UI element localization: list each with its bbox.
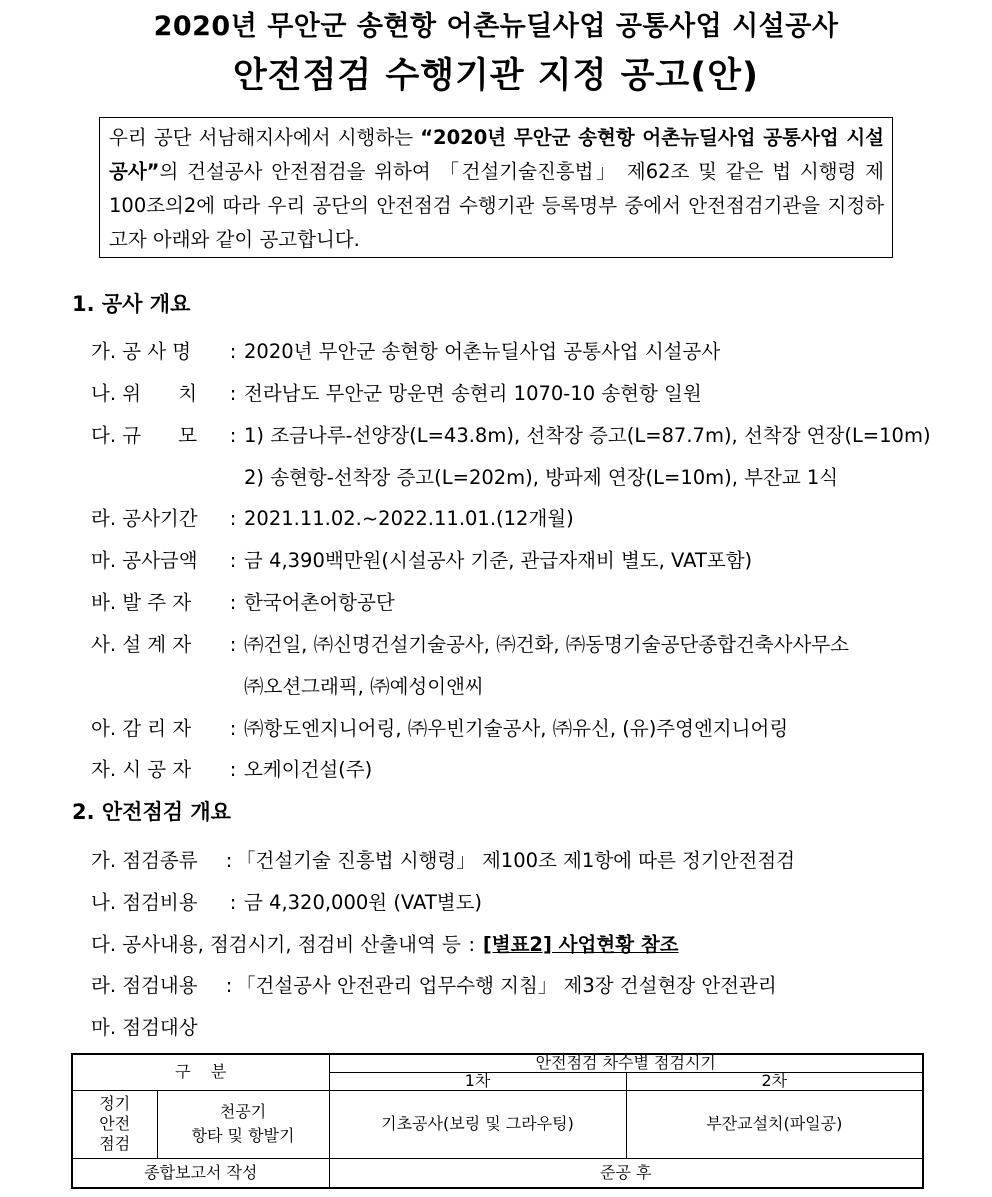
s1-item-period bbox=[91, 503, 574, 531]
table-cell-second: 부잔교설치(파일공) bbox=[626, 1090, 923, 1158]
s1-item-contractor bbox=[91, 754, 372, 782]
s1-item-label: 아. 감 리 자 bbox=[91, 717, 192, 740]
s1-item-sep: : bbox=[229, 549, 237, 572]
s1-item-sep: : bbox=[229, 382, 237, 405]
table-header-first: 1차 bbox=[329, 1072, 626, 1090]
table-row-report: 종합보고서 작성 bbox=[72, 1158, 329, 1188]
s2-item-content bbox=[91, 929, 679, 957]
s2-item-sep: : bbox=[225, 849, 233, 872]
s2-item-type bbox=[91, 845, 795, 873]
s2-item-sep: : bbox=[225, 974, 233, 997]
notice-box bbox=[99, 117, 893, 258]
document-title-line2: 안전점검 수행기관 지정 공고(안) bbox=[232, 56, 760, 96]
section1-heading: 1. 공사 개요 bbox=[72, 292, 191, 316]
s1-item-value: ㈜항도엔지니어링, ㈜우빈기술공사, ㈜유신, (유)주영엔지니어링 bbox=[244, 717, 789, 740]
s1-item-sep: : bbox=[229, 633, 237, 656]
s2-item-sep: : bbox=[468, 933, 476, 956]
s1-item-scale bbox=[91, 420, 931, 448]
s1-item-sep: : bbox=[229, 591, 237, 614]
s2-item-label: 다. 공사내용, 점검시기, 점검비 산출내역 등 bbox=[91, 933, 461, 956]
s1-item-value: 2020년 무안군 송현항 어촌뉴딜사업 공통사업 시설공사 bbox=[244, 340, 721, 363]
s2-item-details bbox=[91, 970, 777, 998]
notice-text-part1: 우리 공단 서남해지사에서 시행하는 bbox=[109, 126, 421, 149]
s2-item-sep: : bbox=[229, 891, 237, 914]
s2-item-cost bbox=[91, 887, 482, 915]
s2-item-value: 「건설기술 진흥법 시행령」 제100조 제1항에 따른 정기안전점검 bbox=[236, 849, 796, 872]
s1-item-label: 다. 규 모 bbox=[91, 424, 198, 447]
inspection-schedule-table bbox=[71, 1053, 924, 1189]
s1-item-designer-cont: ㈜오션그래픽, ㈜예성이앤씨 bbox=[244, 675, 484, 698]
s1-item-sep: : bbox=[229, 758, 237, 781]
s1-item-value: 1) 조금나루-선양장(L=43.8m), 선착장 증고(L=87.7m), 선착장 연장(L=10m) bbox=[244, 424, 931, 447]
s1-item-value: 한국어촌어항공단 bbox=[244, 591, 395, 614]
s1-item-label: 자. 시 공 자 bbox=[91, 758, 192, 781]
s1-item-client bbox=[91, 587, 395, 615]
s1-item-scale-cont: 2) 송현항-선착장 증고(L=202m), 방파제 연장(L=10m), 부잔교 1식 bbox=[244, 466, 839, 489]
s1-item-value: 전라남도 무안군 망운면 송현리 1070-10 송현항 일원 bbox=[244, 382, 702, 405]
s1-item-label: 나. 위 치 bbox=[91, 382, 198, 405]
notice-project-name: “2020년 무안군 송현항 어촌뉴딜사업 공통사업 시설공사” bbox=[109, 126, 884, 183]
s1-item-name bbox=[91, 336, 720, 364]
s2-item-label: 라. 점검내용 bbox=[91, 974, 198, 997]
s1-item-sep: : bbox=[229, 717, 237, 740]
s2-item-value: 「건설공사 안전관리 업무수행 지침」 제3장 건설현장 안전관리 bbox=[236, 974, 777, 997]
s1-item-value: 오케이건설(주) bbox=[244, 758, 373, 781]
table-cell-first: 기초공사(보링 및 그라우팅) bbox=[329, 1090, 626, 1158]
s1-item-location bbox=[91, 378, 702, 406]
section2-heading: 2. 안전점검 개요 bbox=[72, 800, 231, 824]
s1-item-value: 2021.11.02.~2022.11.01.(12개월) bbox=[244, 507, 574, 530]
s1-item-label: 라. 공사기간 bbox=[91, 507, 198, 530]
s2-item-label: 나. 점검비용 bbox=[91, 891, 198, 914]
s1-item-amount bbox=[91, 545, 752, 573]
s1-item-label: 마. 공사금액 bbox=[91, 549, 198, 572]
table-header-schedule: 안전점검 차수별 점검시기 bbox=[329, 1054, 923, 1072]
table-header-gubun: 구 분 bbox=[72, 1054, 329, 1090]
table-row-type: 정기 안전 점검 bbox=[72, 1090, 157, 1158]
table-row-equipment: 천공기 항타 및 항발기 bbox=[157, 1090, 329, 1158]
s1-item-label: 바. 발 주 자 bbox=[91, 591, 192, 614]
s1-item-value: ㈜건일, ㈜신명건설기술공사, ㈜건화, ㈜동명기술공단종합건축사사무소 bbox=[244, 633, 849, 656]
s2-item-value-link: [별표2] 사업현황 참조 bbox=[482, 933, 679, 956]
s1-item-label: 가. 공 사 명 bbox=[91, 340, 192, 363]
document-title-line1: 2020년 무안군 송현항 어촌뉴딜사업 공통사업 시설공사 bbox=[153, 11, 839, 42]
table-cell-report-time: 준공 후 bbox=[329, 1158, 923, 1188]
s2-item-label: 가. 점검종류 bbox=[91, 849, 198, 872]
notice-text-part2: 의 건설공사 안전점검을 위하여 「건설기술진흥법」 제62조 및 같은 법 시행령 제100조의2에 따라 우리 공단의 안전점검 수행기관 등록명부 중에서 안전점검기관을 지정하고자 아래와 같이 공고합니다. bbox=[109, 160, 884, 251]
s1-item-designer bbox=[91, 629, 849, 657]
s1-item-sep: : bbox=[229, 424, 237, 447]
s2-item-value: 금 4,320,000원 (VAT별도) bbox=[244, 891, 483, 914]
s1-item-value: 금 4,390백만원(시설공사 기준, 관급자재비 별도, VAT포함) bbox=[244, 549, 753, 572]
s2-item-label: 마. 점검대상 bbox=[91, 1016, 198, 1039]
s2-item-target bbox=[91, 1012, 198, 1040]
table-header-second: 2차 bbox=[626, 1072, 923, 1090]
s1-item-sep: : bbox=[229, 340, 237, 363]
s1-item-supervisor bbox=[91, 713, 788, 741]
s1-item-label: 사. 설 계 자 bbox=[91, 633, 192, 656]
s1-item-sep: : bbox=[229, 507, 237, 530]
